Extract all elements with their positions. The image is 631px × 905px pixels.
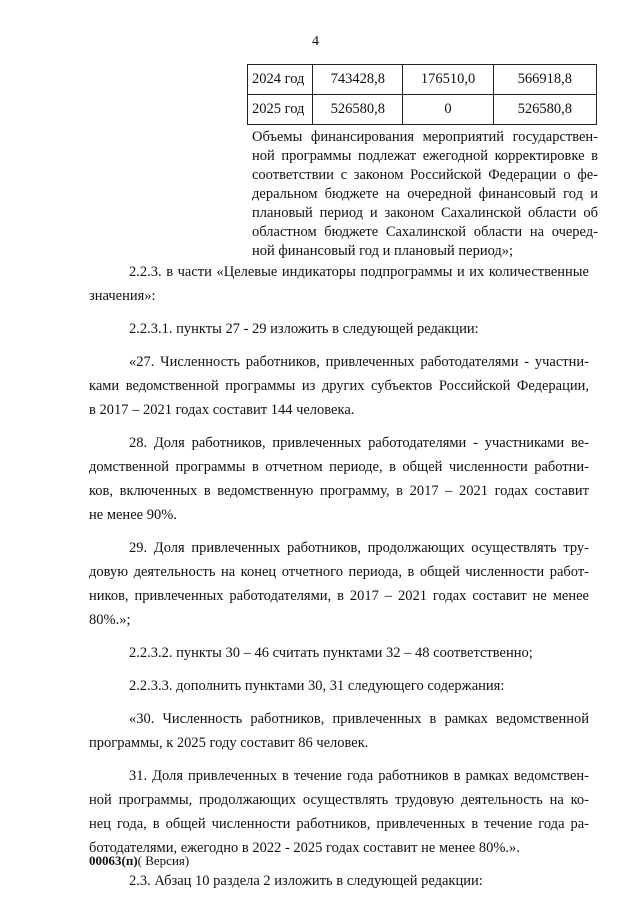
document-code: 00063(п) — [89, 853, 138, 868]
document-footer — [89, 853, 189, 869]
year-cell: 2025 год — [248, 95, 313, 125]
document-version: ( Версия) — [137, 853, 190, 868]
paragraph — [89, 260, 589, 308]
regional-cell: 566918,8 — [493, 65, 596, 95]
paragraph — [89, 869, 589, 893]
note-line: Объемы финансирования мероприятий государствен- — [252, 129, 598, 145]
paragraph-line: в 2017 – 2021 годах составит 144 человека. — [89, 402, 355, 418]
total-cell: 526580,8 — [313, 95, 403, 125]
paragraph-line: ками ведомственной программы из других субъектов Российской Федерации, — [89, 378, 589, 394]
table-row — [248, 95, 597, 125]
federal-cell: 0 — [403, 95, 493, 125]
year-cell: 2024 год — [248, 65, 313, 95]
paragraph-line: ков, включенных в ведомственную программу, в 2017 – 2021 годах составит — [89, 483, 589, 499]
paragraph-line: «27. Численность работников, привлеченных работодателями - участни- — [129, 354, 589, 370]
note-line: соответствии с законом Российской Федерации о фе- — [252, 167, 598, 183]
paragraph-line: 31. Доля привлеченных в течение года работников в рамках ведомствен- — [129, 768, 589, 784]
document-body — [89, 260, 589, 902]
note-line: деральном бюджете на очередной финансовый год и — [252, 186, 598, 202]
paragraph — [89, 431, 589, 527]
paragraph — [89, 707, 589, 755]
funding-table — [247, 64, 597, 125]
paragraph-line: 80%.»; — [89, 612, 131, 628]
paragraph — [89, 317, 589, 341]
paragraph-line: 28. Доля работников, привлеченных работодателями - участниками ве- — [129, 435, 589, 451]
paragraph-line: ников, привлеченных работодателями, в 2017 – 2021 годах составит не менее — [89, 588, 589, 604]
paragraph-line: домственной программы в отчетном периоде, в общей численности работни- — [89, 459, 589, 475]
paragraph-line: 2.2.3.1. пункты 27 - 29 изложить в следующей редакции: — [129, 321, 479, 337]
paragraph-line: значения»: — [89, 288, 156, 304]
paragraph-line: 2.2.3.3. дополнить пунктами 30, 31 следующего содержания: — [129, 678, 505, 694]
paragraph-line: «30. Численность работников, привлеченных в рамках ведомственной — [129, 711, 589, 727]
paragraph — [89, 536, 589, 632]
funding-note — [252, 128, 598, 261]
paragraph-line: 2.2.3.2. пункты 30 – 46 считать пунктами 32 – 48 соответственно; — [129, 645, 533, 661]
paragraph — [89, 641, 589, 665]
note-line: ной финансовый год и плановый период»; — [252, 243, 514, 259]
note-line: плановый период и законом Сахалинской области об — [252, 205, 598, 221]
paragraph-line: ботодателями, ежегодно в 2022 - 2025 годах составит не менее 80%.». — [89, 840, 520, 856]
note-line: областном бюджете Сахалинской области на очеред- — [252, 224, 598, 240]
paragraph — [89, 764, 589, 860]
paragraph-line: нец года, в общей численности работников, привлеченных в течение года ра- — [89, 816, 589, 832]
paragraph — [89, 674, 589, 698]
paragraph — [89, 350, 589, 422]
paragraph-line: 2.3. Абзац 10 раздела 2 изложить в следующей редакции: — [129, 873, 483, 889]
paragraph-line: не менее 90%. — [89, 507, 177, 523]
paragraph-line: 2.2.3. в части «Целевые индикаторы подпрограммы и их количественные — [129, 264, 589, 280]
note-line: ной программы подлежат ежегодной корректировке в — [252, 148, 598, 164]
total-cell: 743428,8 — [313, 65, 403, 95]
paragraph-line: программы, к 2025 году составит 86 человек. — [89, 735, 369, 751]
regional-cell: 526580,8 — [493, 95, 596, 125]
paragraph-line: 29. Доля привлеченных работников, продолжающих осуществлять тру- — [129, 540, 589, 556]
federal-cell: 176510,0 — [403, 65, 493, 95]
page-number: 4 — [312, 34, 319, 49]
table-row — [248, 65, 597, 95]
paragraph-line: довую деятельность на конец отчетного периода, в общей численности работ- — [89, 564, 589, 580]
paragraph-line: ной программы, продолжающих осуществлять трудовую деятельность на ко- — [89, 792, 589, 808]
